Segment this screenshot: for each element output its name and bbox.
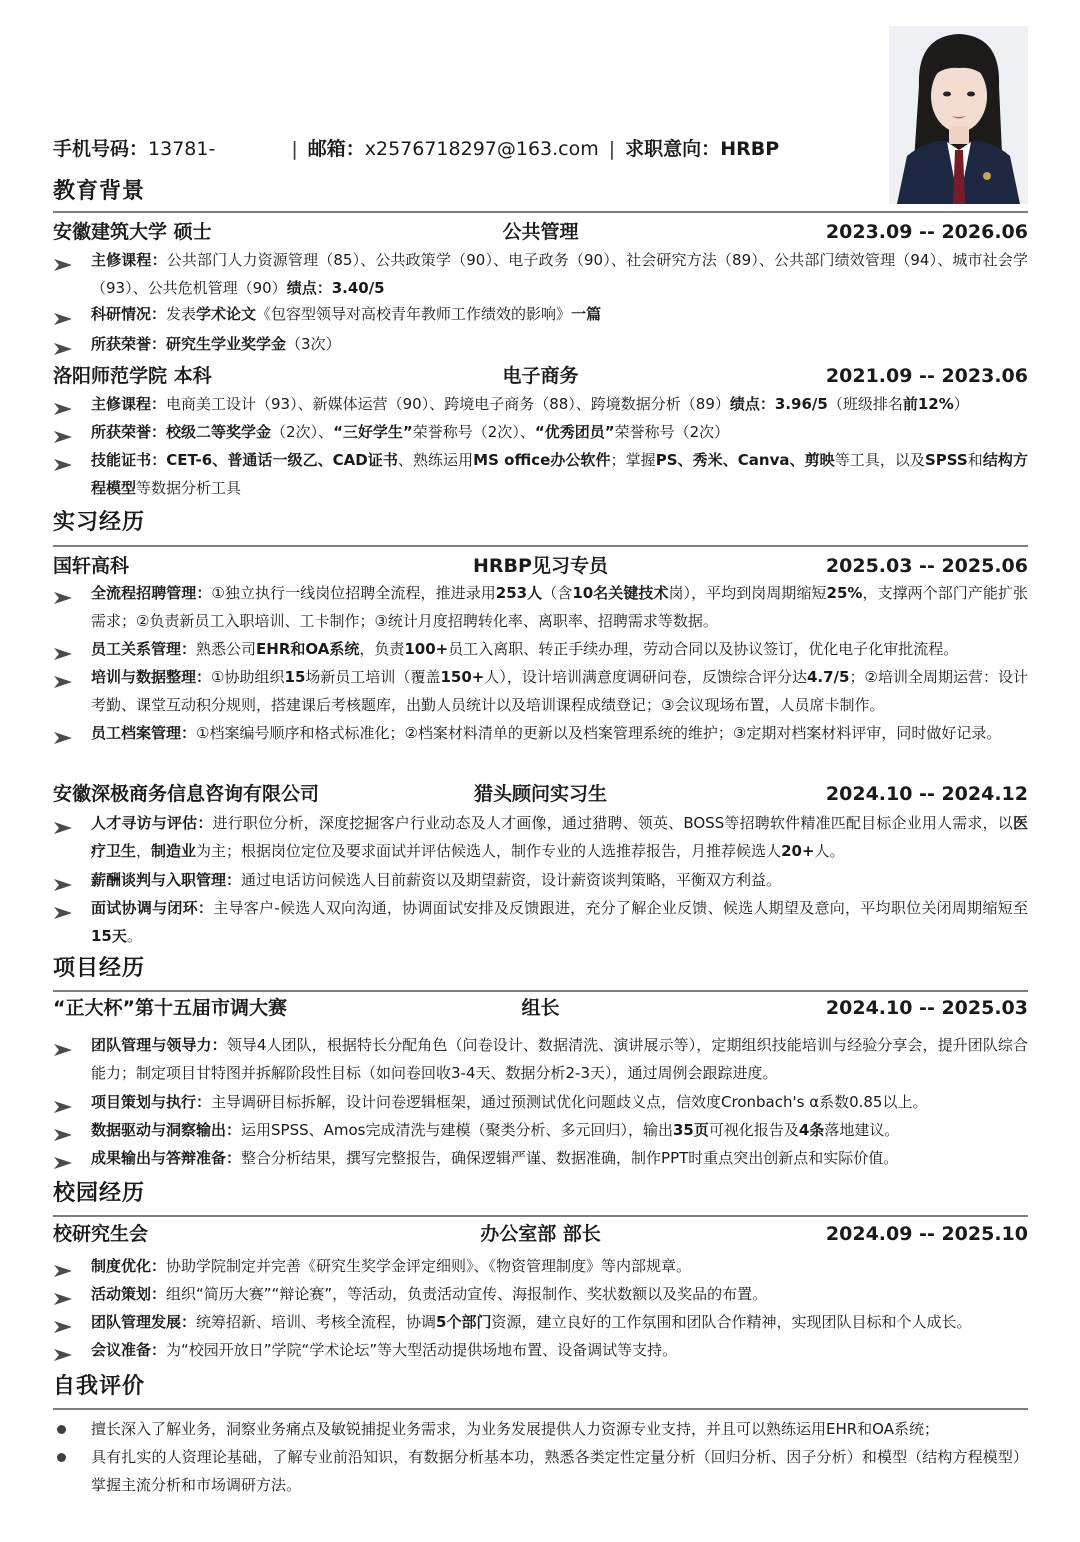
entry-date: 2021.09 -- 2023.06 (825, 365, 1028, 387)
phone-value: 13781- (148, 138, 216, 160)
arrow-icon (53, 816, 73, 830)
entry-organization: “正大杯”第十五届市调大赛 (53, 997, 287, 1019)
bullet-item (53, 1252, 1028, 1280)
entry-role: 公共管理 (502, 221, 579, 243)
phone-label: 手机号码： (53, 138, 149, 160)
bullet-text: 团队管理与领导力：领导4人团队，根据特长分配角色（问卷设计、数据清洗、演讲展示等），定期组织技能培训与经验分享会，提升团队综合能力；制定项目甘特图并拆解阶段性目标（如问卷回收3-4天、数据分析2-3天），通过周例会跟踪进度。 (91, 1036, 1028, 1082)
arrow-icon (53, 453, 73, 467)
entry-organization: 洛阳师范学院 本科 (53, 365, 212, 387)
bullet-item (53, 1280, 1028, 1308)
arrow-icon (53, 1315, 73, 1329)
section-title-campus: 校园经历 (53, 1181, 146, 1206)
bullet-item (53, 719, 1028, 747)
entry-header (53, 1221, 1028, 1247)
arrow-icon (53, 726, 73, 740)
bullet-dot-icon (57, 1425, 66, 1434)
bullet-text: 培训与数据整理：①协助组织15场新员工培训（覆盖150+人），设计培训满意度调研问卷，反馈综合评分达4.7/5；②培训全周期运营：设计考勤、课堂互动积分规则，搭建课后考核题库，出勤人员统计以及培训课程成绩登记；③会议现场布置，人员席卡制作。 (91, 668, 1028, 714)
arrow-icon (53, 1151, 73, 1165)
bullet-item (53, 866, 1028, 894)
entry-role: 猎头顾问实习生 (473, 783, 607, 805)
entry-organization: 校研究生会 (53, 1223, 149, 1245)
entry-date: 2023.09 -- 2026.06 (825, 221, 1028, 243)
bullet-text: 成果输出与答辩准备：整合分析结果，撰写完整报告，确保逻辑严谨、数据准确，制作PPT时重点突出创新点和实际价值。 (91, 1149, 899, 1167)
bullet-text: 所获荣誉：校级二等奖学金（2次）、“三好学生”荣誉称号（2次）、“优秀团员”荣誉称号（2次） (91, 423, 730, 441)
contact-separator: | (608, 138, 616, 160)
entry-role: 电子商务 (502, 365, 579, 387)
arrow-icon (53, 337, 73, 351)
section-divider (53, 545, 1028, 547)
bullet-item (53, 1116, 1028, 1144)
arrow-icon (53, 901, 73, 915)
bullet-text: 主修课程：公共部门人力资源管理（85）、公共政策学（90）、电子政务（90）、社会研究方法（89）、公共部门绩效管理（94）、城市社会学（93）、公共危机管理（90）绩点：3.40/5 (91, 251, 1028, 297)
entry-date: 2024.10 -- 2025.03 (825, 997, 1028, 1019)
contact-line (53, 136, 873, 162)
entry-organization: 安徽建筑大学 硕士 (53, 221, 212, 243)
bullet-text: 团队管理发展：统筹招新、培训、考核全流程，协调5个部门资源，建立良好的工作氛围和团队合作精神，实现团队目标和个人成长。 (91, 1313, 972, 1331)
section-title-self-evaluation: 自我评价 (53, 1374, 146, 1399)
bullet-text: 所获荣誉：研究生学业奖学金（3次） (91, 335, 341, 353)
bullet-text: 面试协调与闭环：主导客户-候选人双向沟通，协调面试安排及反馈跟进，充分了解企业反馈、候选人期望及意向，平均职位关闭周期缩短至15天。 (91, 899, 1028, 945)
entry-header (53, 219, 1028, 245)
bullet-item (53, 390, 1028, 418)
bullet-item (53, 446, 1028, 502)
bullet-text: 技能证书：CET-6、普通话一级乙、CAD证书、熟练运用MS office办公软件；掌握PS、秀米、Canva、剪映等工具，以及SPSS和结构方程模型等数据分析工具 (91, 451, 1028, 497)
self-eval-item (53, 1443, 1028, 1499)
arrow-icon (53, 1287, 73, 1301)
bullet-item (53, 330, 1028, 358)
bullet-item (53, 300, 1028, 328)
bullet-text: 数据驱动与洞察输出：运用SPSS、Amos完成清洗与建模（聚类分析、多元回归），输出35页可视化报告及4条落地建议。 (91, 1121, 900, 1139)
arrow-icon (53, 1343, 73, 1357)
self-eval-text: 具有扎实的人资理论基础，了解专业前沿知识，有数据分析基本功，熟悉各类定性定量分析（回归分析、因子分析）和模型（结构方程模型）掌握主流分析和市场调研方法。 (91, 1448, 1028, 1494)
contact-separator: | (291, 138, 298, 160)
bullet-text: 薪酬谈判与入职管理：通过电话访问候选人目前薪资以及期望薪资，设计薪资谈判策略，平衡双方利益。 (91, 871, 782, 889)
entry-organization: 国轩高科 (53, 555, 130, 577)
section-title-education: 教育背景 (53, 179, 146, 204)
entry-header (53, 363, 1028, 389)
bullet-item (53, 418, 1028, 446)
arrow-icon (53, 1095, 73, 1109)
entry-role: 组长 (521, 997, 560, 1019)
arrow-icon (53, 670, 73, 684)
bullet-dot-icon (57, 1453, 66, 1462)
entry-date: 2025.03 -- 2025.06 (825, 555, 1028, 577)
arrow-icon (53, 397, 73, 411)
arrow-icon (53, 873, 73, 887)
entry-date: 2024.09 -- 2025.10 (825, 1223, 1028, 1245)
bullet-text: 科研情况：发表学术论文《包容型领导对高校青年教师工作绩效的影响》一篇 (91, 305, 602, 323)
self-eval-text: 擅长深入了解业务，洞察业务痛点及敏锐捕捉业务需求，为业务发展提供人力资源专业支持，并且可以熟练运用EHR和OA系统； (91, 1420, 939, 1438)
bullet-item (53, 1144, 1028, 1172)
bullet-item (53, 1336, 1028, 1364)
bullet-text: 会议准备：为“校园开放日”学院“学术论坛”等大型活动提供场地布置、设备调试等支持。 (91, 1341, 678, 1359)
arrow-icon (53, 307, 73, 321)
profile-photo (889, 26, 1028, 204)
bullet-text: 制度优化：协助学院制定并完善《研究生奖学金评定细则》、《物资管理制度》等内部规章。 (91, 1257, 692, 1275)
arrow-icon (53, 425, 73, 439)
profile-photo-image (889, 26, 1028, 204)
bullet-text: 人才寻访与评估：进行职位分析，深度挖掘客户行业动态及人才画像，通过猎聘、领英、BOSS等招聘软件精准匹配目标企业用人需求，以医疗卫生，制造业为主；根据岗位定位及要求面试并评估候选人，制作专业的人选推荐报告，月推荐候选人20+人。 (91, 814, 1028, 860)
bullet-text: 员工关系管理：熟悉公司EHR和OA系统，负责100+员工入离职、转正手续办理，劳动合同以及协议签订，优化电子化审批流程。 (91, 640, 959, 658)
bullet-text: 全流程招聘管理：①独立执行一线岗位招聘全流程，推进录用253人（含10名关键技术岗），平均到岗周期缩短25%，支撑两个部门产能扩张需求；②负责新员工入职培训、工卡制作；③统计月度招聘转化率、离职率、招聘需求等数据。 (91, 584, 1028, 630)
arrow-icon (53, 1123, 73, 1137)
arrow-icon (53, 642, 73, 656)
bullet-item (53, 1088, 1028, 1116)
bullet-item (53, 246, 1028, 302)
entry-role: 办公室部 部长 (480, 1223, 601, 1245)
intent-value: HRBP (720, 138, 780, 160)
arrow-icon (53, 253, 73, 267)
section-title-internship: 实习经历 (53, 510, 146, 535)
bullet-item (53, 663, 1028, 719)
entry-organization: 安徽深极商务信息咨询有限公司 (53, 783, 320, 805)
section-divider (53, 211, 1028, 213)
bullet-item (53, 1308, 1028, 1336)
bullet-text: 活动策划：组织“简历大赛”“辩论赛”，等活动，负责活动宣传、海报制作、奖状数额以及奖品的布置。 (91, 1285, 768, 1303)
section-divider (53, 1215, 1028, 1217)
email-label: 邮箱： (307, 138, 365, 160)
bullet-text: 员工档案管理：①档案编号顺序和格式标准化；②档案材料清单的更新以及档案管理系统的维护；③定期对档案材料评审，同时做好记录。 (91, 724, 1002, 742)
bullet-item (53, 809, 1028, 865)
bullet-item (53, 579, 1028, 635)
entry-header (53, 553, 1028, 579)
intent-label: 求职意向： (625, 138, 721, 160)
bullet-text: 项目策划与执行：主导调研目标拆解，设计问卷逻辑框架，通过预测试优化问题歧义点，信效度Cronbach's α系数0.85以上。 (91, 1093, 928, 1111)
bullet-item (53, 894, 1028, 950)
arrow-icon (53, 1038, 73, 1052)
section-divider (53, 1408, 1028, 1410)
entry-role: HRBP见习专员 (473, 555, 608, 577)
bullet-text: 主修课程：电商美工设计（93）、新媒体运营（90）、跨境电子商务（88）、跨境数据分析（89）绩点：3.96/5（班级排名前12%） (91, 395, 969, 413)
section-divider (53, 990, 1028, 992)
bullet-item (53, 635, 1028, 663)
bullet-item (53, 1031, 1028, 1087)
entry-header (53, 781, 1028, 807)
entry-header (53, 995, 1028, 1021)
email-value: x2576718297@163.com (364, 138, 599, 160)
arrow-icon (53, 1259, 73, 1273)
section-title-project: 项目经历 (53, 956, 146, 981)
entry-date: 2024.10 -- 2024.12 (825, 783, 1028, 805)
arrow-icon (53, 586, 73, 600)
self-eval-item (53, 1415, 1028, 1443)
